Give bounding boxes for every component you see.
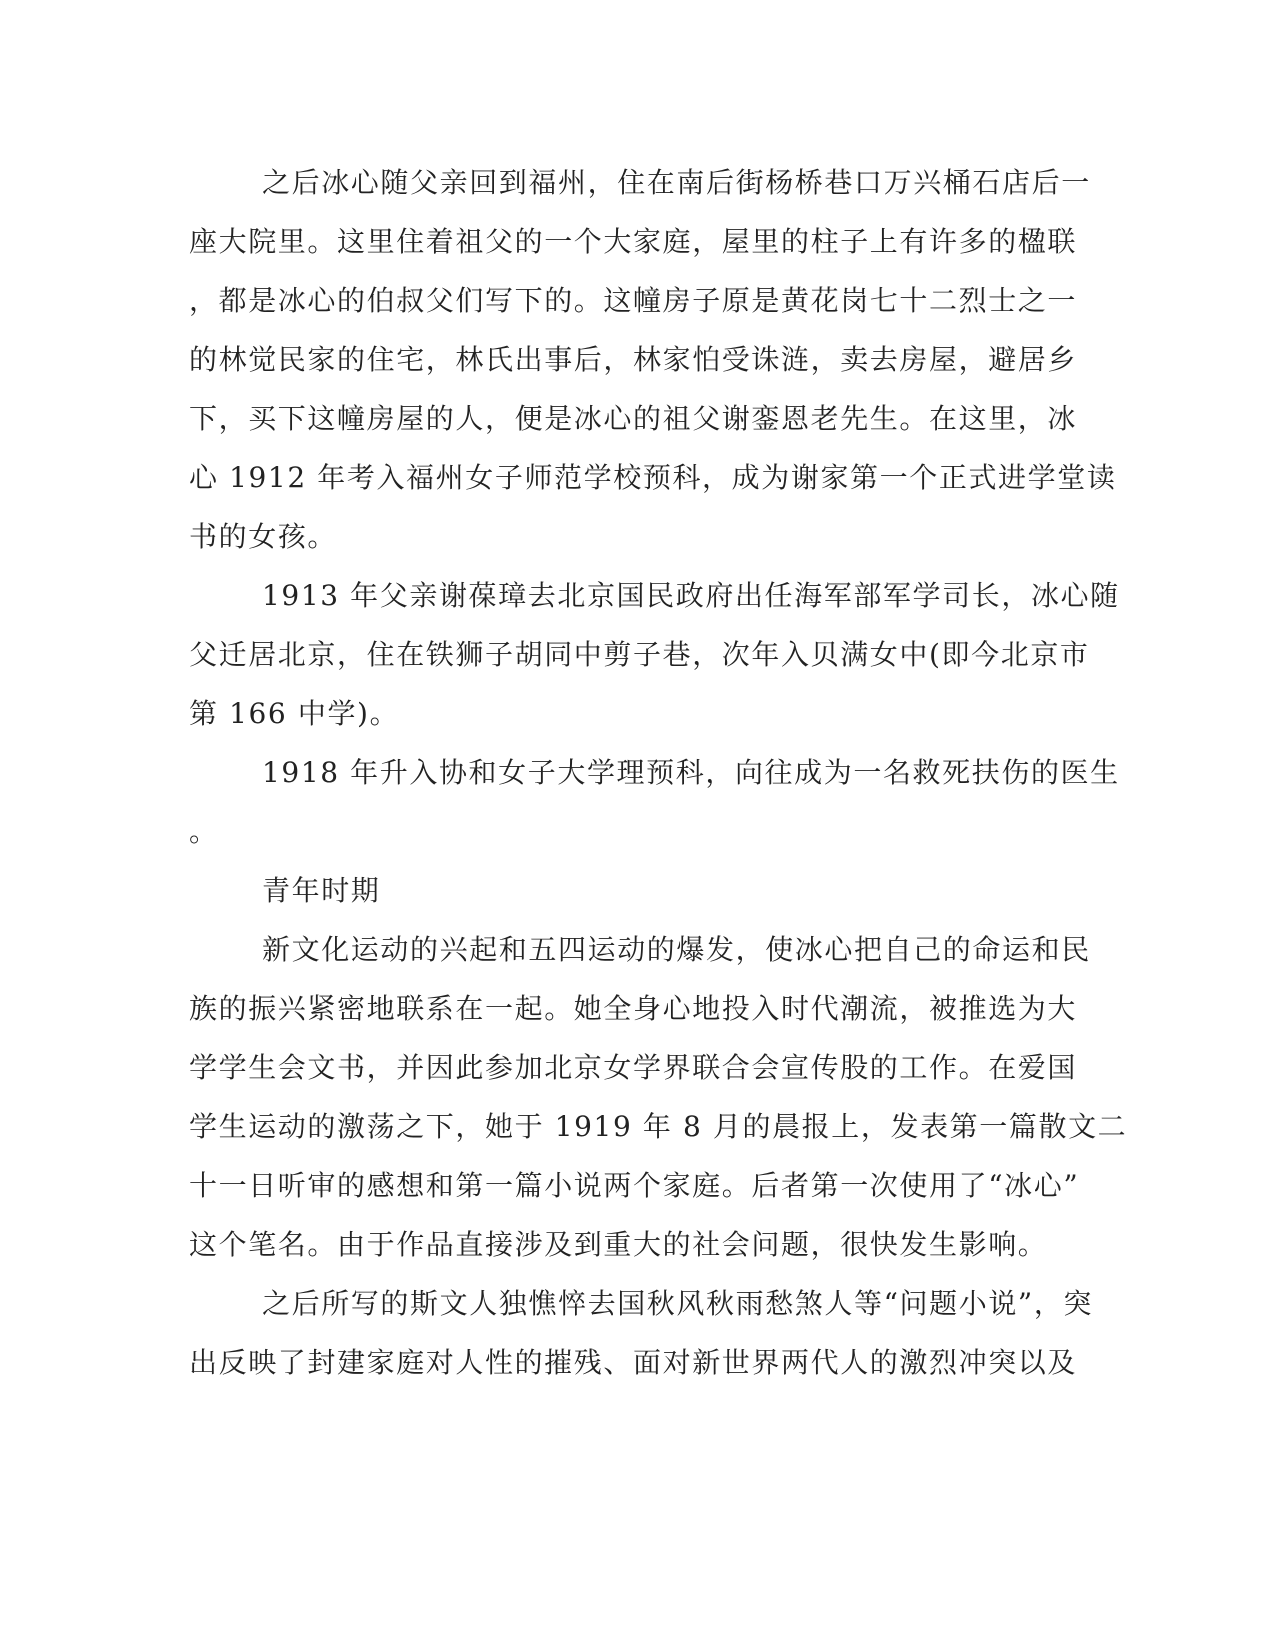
- text-line: 第 166 中学)。: [189, 697, 400, 730]
- text-line: 之后所写的斯文人独憔悴去国秋风秋雨愁煞人等“问题小说”，突: [262, 1287, 1094, 1320]
- text-line: ，都是冰心的伯叔父们写下的。这幢房子原是黄花岗七十二烈士之一: [189, 284, 1078, 317]
- text-line: 下，买下这幢房屋的人，便是冰心的祖父谢銮恩老先生。在这里，冰: [189, 402, 1078, 435]
- text-line: 之后冰心随父亲回到福州，住在南后街杨桥巷口万兴桶石店后一: [262, 166, 1091, 199]
- text-line: 十一日听审的感想和第一篇小说两个家庭。后者第一次使用了“冰心”: [189, 1169, 1080, 1202]
- text-line: 学学生会文书，并因此参加北京女学界联合会宣传股的工作。在爱国: [189, 1051, 1078, 1084]
- text-line: 新文化运动的兴起和五四运动的爆发，使冰心把自己的命运和民: [262, 933, 1091, 966]
- text-line: 学生运动的激荡之下，她于 1919 年 8 月的晨报上，发表第一篇散文二: [189, 1110, 1128, 1143]
- text-line: 出反映了封建家庭对人性的摧残、面对新世界两代人的激烈冲突以及: [189, 1346, 1078, 1379]
- section-heading: 青年时期: [262, 874, 381, 907]
- text-line: 族的振兴紧密地联系在一起。她全身心地投入时代潮流，被推选为大: [189, 992, 1078, 1025]
- text-line: 1918 年升入协和女子大学理预科，向往成为一名救死扶伤的医生: [262, 756, 1120, 789]
- text-line: 心 1912 年考入福州女子师范学校预科，成为谢家第一个正式进学堂读: [189, 461, 1117, 494]
- text-line: 。: [189, 815, 219, 848]
- text-line: 1913 年父亲谢葆璋去北京国民政府出任海军部军学司长，冰心随: [262, 579, 1120, 612]
- text-line: 的林觉民家的住宅，林氏出事后，林家怕受诛涟，卖去房屋，避居乡: [189, 343, 1078, 376]
- text-line: 书的女孩。: [189, 520, 338, 553]
- text-line: 这个笔名。由于作品直接涉及到重大的社会问题，很快发生影响。: [189, 1228, 1048, 1261]
- text-line: 父迁居北京，住在铁狮子胡同中剪子巷，次年入贝满女中(即今北京市: [189, 638, 1090, 671]
- text-line: 座大院里。这里住着祖父的一个大家庭，屋里的柱子上有许多的楹联: [189, 225, 1078, 258]
